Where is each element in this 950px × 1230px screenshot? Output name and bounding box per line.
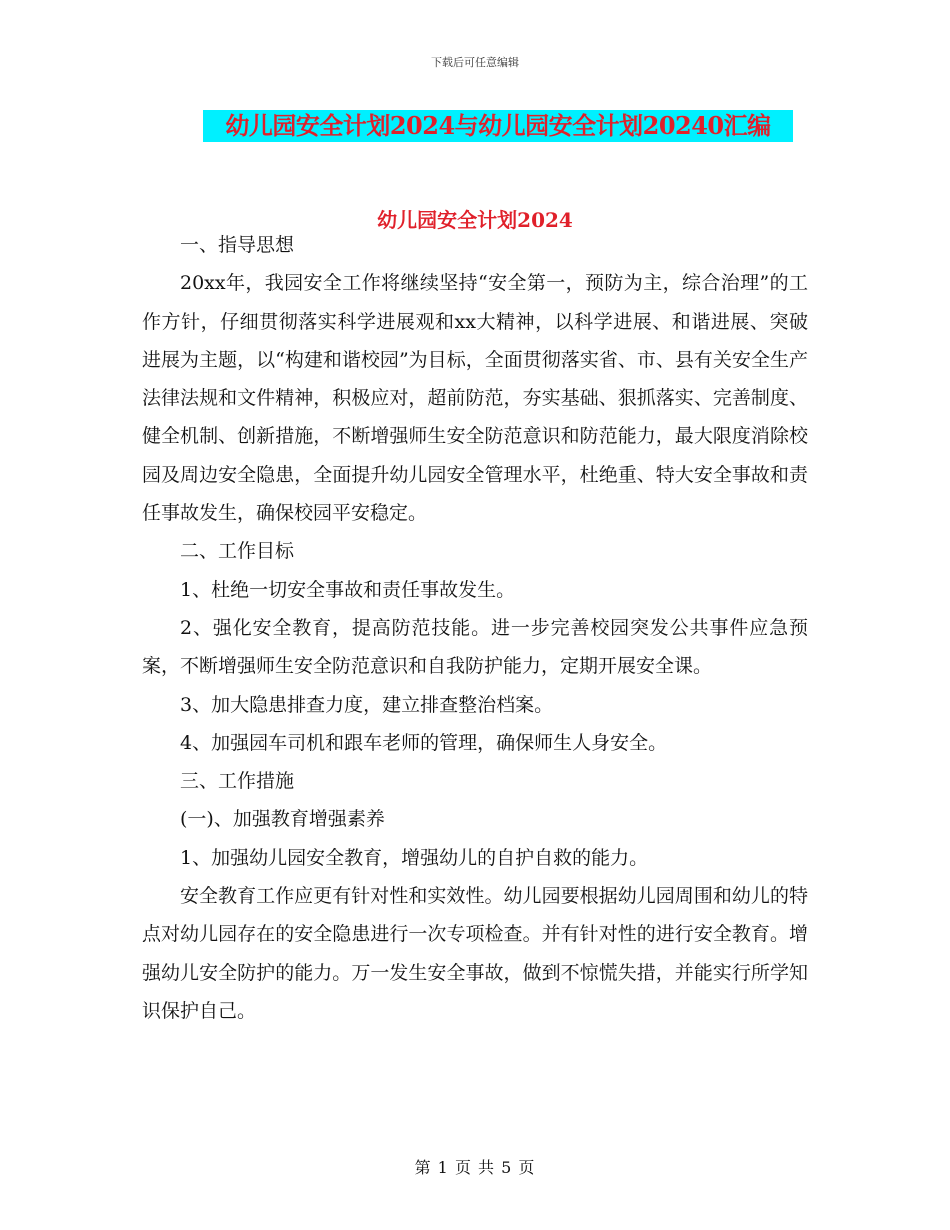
subheading: (一)、加强教育增强素养 bbox=[180, 808, 385, 831]
list-item: 3、加大隐患排查力度，建立排查整治档案。 bbox=[180, 693, 554, 716]
paragraph: 安全教育工作应更有针对性和实效性。幼儿园要根据幼儿园周围和幼儿的特点对幼儿园存在的安全隐患进行一次专项检查。并有针对性的进行安全教育。增强幼儿安全防护的能力。万一发生安全事故，做到不惊慌失措，并能实行所学知识保护自己。 bbox=[142, 885, 808, 1022]
list-item: 1、加强幼儿园安全教育，增强幼儿的自护自救的能力。 bbox=[180, 846, 649, 869]
list-item: 2、强化安全教育，提高防范技能。进一步完善校园突发公共事件应急预案，不断增强师生安全防范意识和自我防护能力，定期开展安全课。 bbox=[142, 616, 808, 678]
list-item: 4、加强园车司机和跟车老师的管理，确保师生人身安全。 bbox=[180, 731, 668, 754]
document-body bbox=[142, 226, 808, 1030]
heading-work-goals: 二、工作目标 bbox=[180, 540, 295, 563]
document-title: 幼儿园安全计划2024与幼儿园安全计划20240汇编 bbox=[203, 110, 793, 142]
heading-guiding-ideology: 一、指导思想 bbox=[180, 234, 295, 256]
page-header: 下载后可任意编辑 bbox=[431, 56, 519, 69]
paragraph: 20xx年，我园安全工作将继续坚持“安全第一，预防为主，综合治理”的工作方针，仔细贯彻落实科学进展观和xx大精神，以科学进展、和谐进展、突破进展为主题，以“构建和谐校园”为目标，全面贯彻落实省、市、县有关安全生产法律法规和文件精神，积极应对，超前防范，夯实基础、狠抓落实、完善制度、健全机制、创新措施，不断增强师生安全防范意识和防范能力，最大限度消除校园及周边安全隐患，全面提升幼儿园安全管理水平，杜绝重、特大安全事故和责任事故发生，确保校园平安稳定。 bbox=[142, 272, 808, 525]
heading-work-measures: 三、工作措施 bbox=[180, 770, 295, 793]
list-item: 1、杜绝一切安全事故和责任事故发生。 bbox=[180, 578, 516, 601]
section-title: 幼儿园安全计划2024 bbox=[377, 208, 573, 232]
page-number: 第 1 页 共 5 页 bbox=[414, 1158, 536, 1177]
